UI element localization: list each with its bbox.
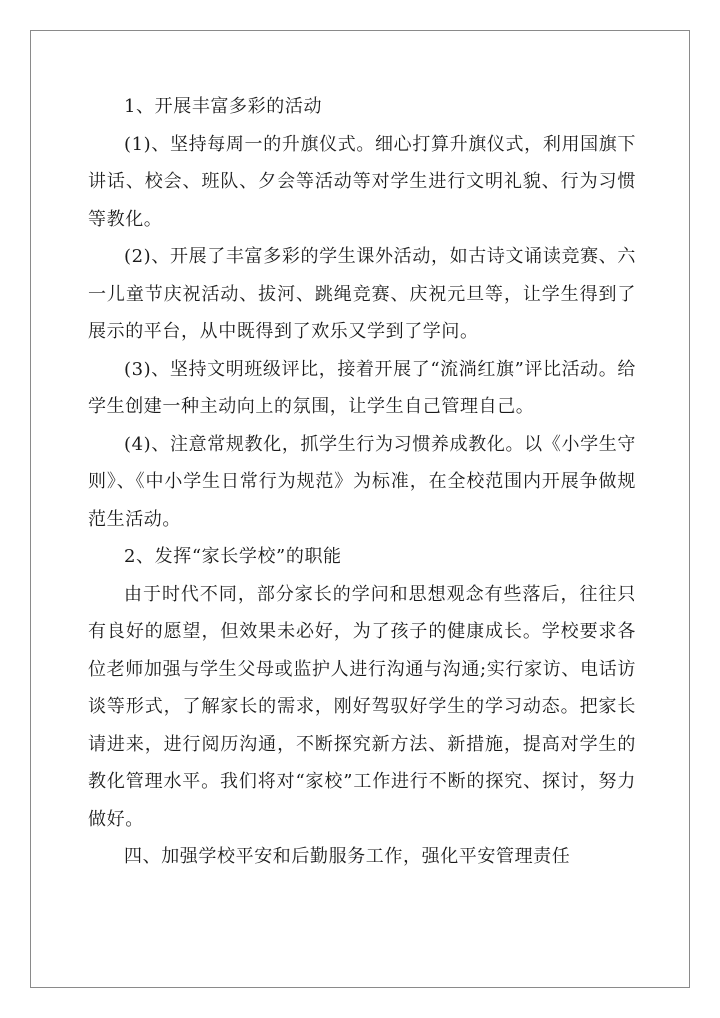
paragraph-class-evaluation: (3)、坚持文明班级评比，接着开展了“流淌红旗”评比活动。给学生创建一种主动向上的氛围，让学生自己管理自己。 bbox=[88, 358, 636, 417]
section-heading-safety: 四、加强学校平安和后勤服务工作，强化平安管理责任 bbox=[124, 846, 571, 867]
document-body bbox=[88, 88, 636, 876]
paragraph-flag-ceremony: (1)、坚持每周一的升旗仪式。细心打算升旗仪式，利用国旗下讲话、校会、班队、夕会等活动等对学生进行文明礼貌、行为习惯等教化。 bbox=[88, 133, 636, 230]
section-heading-activities: 1、开展丰富多彩的活动 bbox=[124, 96, 323, 117]
section-heading-parent-school: 2、发挥“家长学校”的职能 bbox=[124, 546, 342, 567]
paragraph-routine-education: (4)、注意常规教化，抓学生行为习惯养成教化。以《小学生守则》、《中小学生日常行为规范》为标准，在全校范围内开展争做规范生活动。 bbox=[88, 433, 636, 530]
paragraph-extracurricular: (2)、开展了丰富多彩的学生课外活动，如古诗文诵读竞赛、六一儿童节庆祝活动、拔河、跳绳竞赛、庆祝元旦等，让学生得到了展示的平台，从中既得到了欢乐又学到了学问。 bbox=[88, 246, 636, 342]
paragraph-parent-communication: 由于时代不同，部分家长的学问和思想观念有些落后，往往只有良好的愿望，但效果未必好，为了孩子的健康成长。学校要求各位老师加强与学生父母或监护人进行沟通与沟通;实行家访、电话访谈等形式，了解家长的需求，刚好驾驭好学生的学习动态。把家长请进来，进行阅历沟通，不断探究新方法、新措施，提高对学生的教化管理水平。我们将对“家校”工作进行不断的探究、探讨，努力做好。 bbox=[88, 583, 636, 830]
